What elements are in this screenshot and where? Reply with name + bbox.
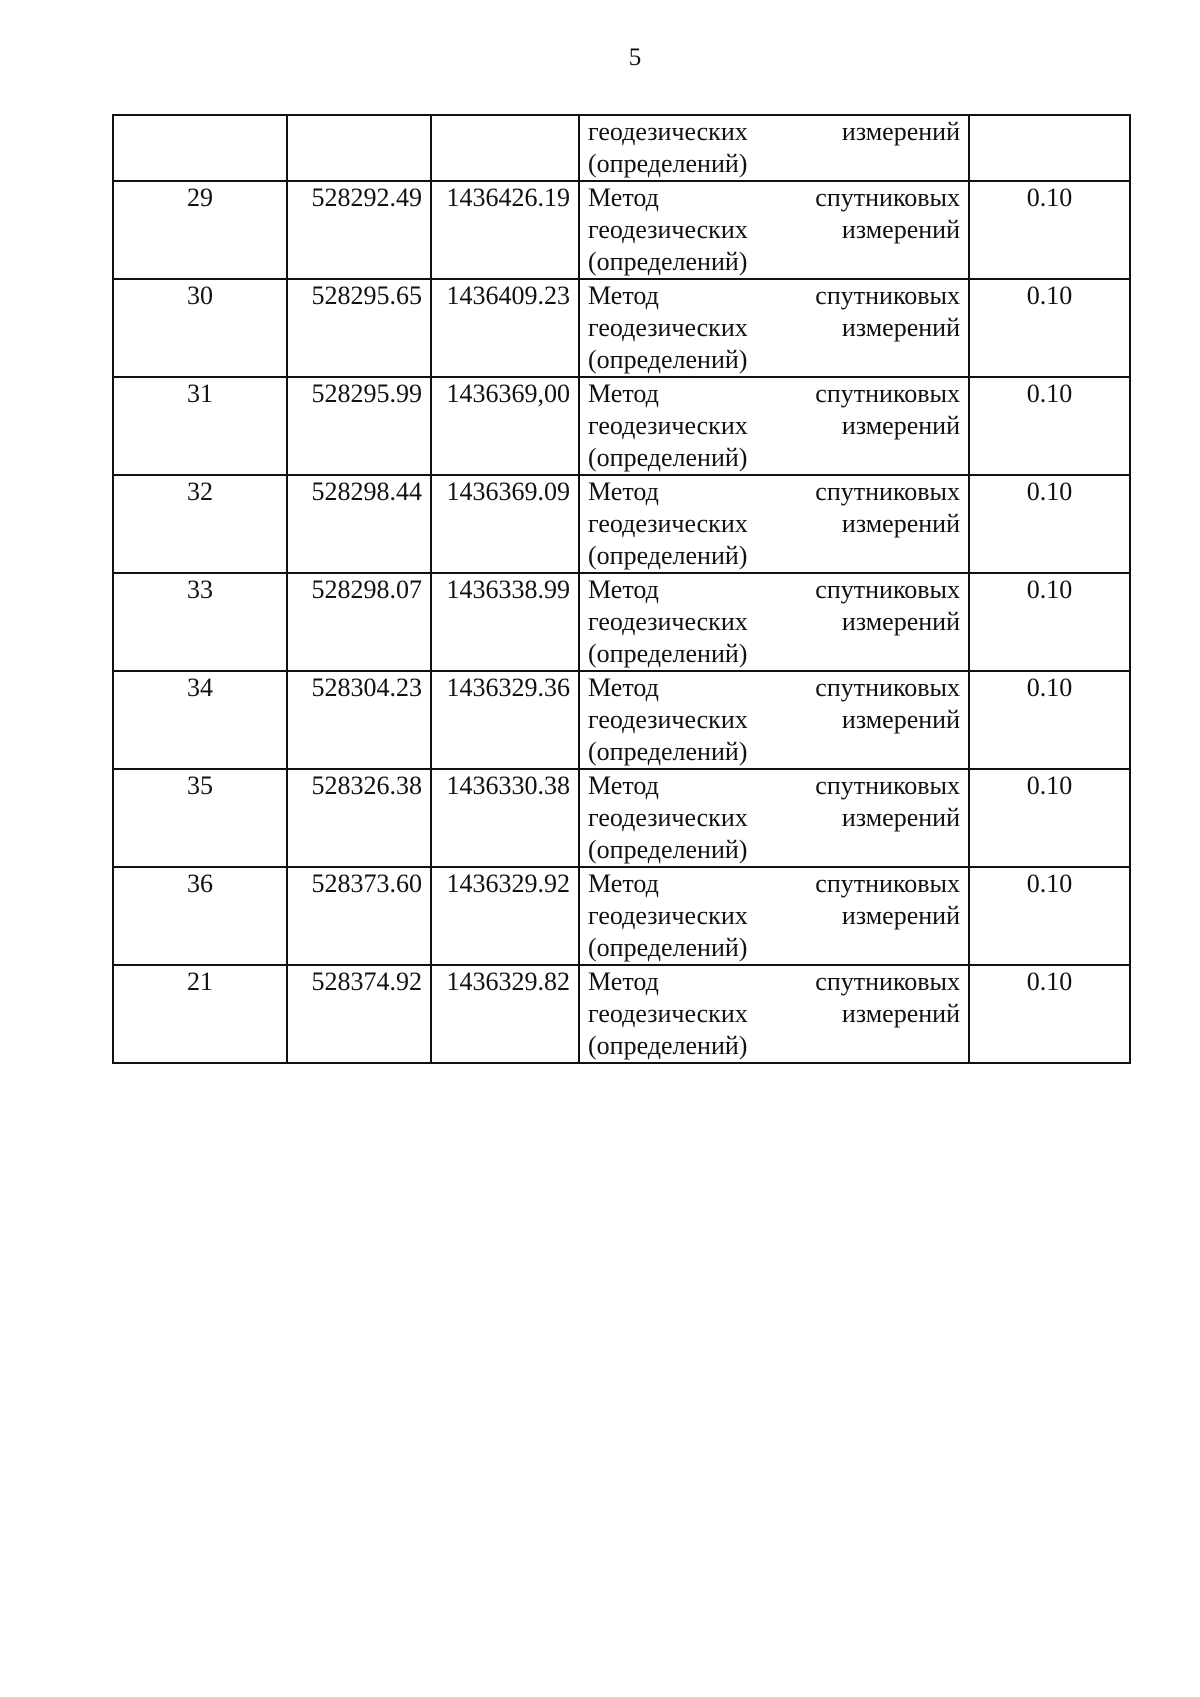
method-word-right: спутниковых — [815, 281, 960, 310]
method-line-2 — [588, 704, 960, 736]
method-word-right: измерений — [841, 411, 960, 440]
method-line-2 — [588, 900, 960, 932]
coordinates-table — [112, 114, 1131, 1064]
method-word-left: Метод — [588, 967, 659, 996]
cell-num: 32 — [113, 475, 287, 573]
cell-num: 35 — [113, 769, 287, 867]
cell-x: 528326.38 — [287, 769, 431, 867]
cell-accuracy: 0.10 — [969, 573, 1130, 671]
cell-y: 1436369,00 — [431, 377, 579, 475]
method-line-3: (определений) — [588, 149, 748, 178]
method-word-right: измерений — [841, 705, 960, 734]
cell-num: 36 — [113, 867, 287, 965]
cell-method — [579, 671, 969, 769]
cell-y — [431, 115, 579, 181]
method-word-right: измерений — [841, 509, 960, 538]
method-line-2 — [588, 214, 960, 246]
cell-accuracy: 0.10 — [969, 181, 1130, 279]
table-row — [113, 965, 1130, 1063]
method-word-left: геодезических — [588, 411, 748, 440]
method-line-1 — [588, 280, 960, 312]
method-word-left: Метод — [588, 477, 659, 506]
cell-y: 1436426.19 — [431, 181, 579, 279]
cell-y: 1436329.36 — [431, 671, 579, 769]
cell-accuracy: 0.10 — [969, 475, 1130, 573]
method-line-2 — [588, 312, 960, 344]
method-line-2 — [588, 508, 960, 540]
cell-accuracy: 0.10 — [969, 965, 1130, 1063]
method-line-1 — [588, 476, 960, 508]
method-word-right: спутниковых — [815, 379, 960, 408]
page-number: 5 — [628, 44, 642, 71]
cell-accuracy: 0.10 — [969, 769, 1130, 867]
cell-accuracy: 0.10 — [969, 279, 1130, 377]
method-word-left: Метод — [588, 575, 659, 604]
cell-x: 528292.49 — [287, 181, 431, 279]
method-word-left: геодезических — [588, 607, 748, 636]
method-word-left: геодезических — [588, 509, 748, 538]
table-row — [113, 475, 1130, 573]
cell-x: 528295.65 — [287, 279, 431, 377]
coordinates-table-body — [113, 115, 1130, 1063]
method-word-right: спутниковых — [815, 673, 960, 702]
cell-method — [579, 965, 969, 1063]
cell-y: 1436338.99 — [431, 573, 579, 671]
table-row — [113, 867, 1130, 965]
method-word-left: Метод — [588, 673, 659, 702]
method-word-right: измерений — [841, 607, 960, 636]
method-line-3: (определений) — [588, 835, 748, 864]
method-line-2 — [588, 606, 960, 638]
table-row — [113, 671, 1130, 769]
method-word-left: Метод — [588, 379, 659, 408]
method-word-left: геодезических — [588, 901, 748, 930]
cell-num: 34 — [113, 671, 287, 769]
method-line-2 — [588, 410, 960, 442]
cell-method — [579, 475, 969, 573]
method-line-3: (определений) — [588, 541, 748, 570]
method-word-right: спутниковых — [815, 477, 960, 506]
method-word-left: геодезических — [588, 803, 748, 832]
method-word-left: Метод — [588, 771, 659, 800]
method-word-right: измерений — [841, 901, 960, 930]
method-word-right: спутниковых — [815, 869, 960, 898]
cell-method — [579, 377, 969, 475]
method-line-2 — [588, 116, 960, 148]
cell-x: 528304.23 — [287, 671, 431, 769]
method-word-left: геодезических — [588, 117, 748, 146]
method-word-left: Метод — [588, 281, 659, 310]
method-line-3: (определений) — [588, 443, 748, 472]
method-word-right: спутниковых — [815, 771, 960, 800]
cell-num: 31 — [113, 377, 287, 475]
cell-y: 1436329.82 — [431, 965, 579, 1063]
table-row — [113, 279, 1130, 377]
cell-y: 1436409.23 — [431, 279, 579, 377]
cell-accuracy: 0.10 — [969, 377, 1130, 475]
method-line-1 — [588, 378, 960, 410]
method-line-3: (определений) — [588, 933, 748, 962]
cell-num: 33 — [113, 573, 287, 671]
cell-y: 1436330.38 — [431, 769, 579, 867]
cell-accuracy: 0.10 — [969, 671, 1130, 769]
method-word-right: измерений — [841, 215, 960, 244]
method-line-3: (определений) — [588, 247, 748, 276]
cell-method — [579, 573, 969, 671]
cell-accuracy — [969, 115, 1130, 181]
cell-y: 1436329.92 — [431, 867, 579, 965]
cell-x: 528298.07 — [287, 573, 431, 671]
method-word-right: спутниковых — [815, 967, 960, 996]
method-line-3: (определений) — [588, 639, 748, 668]
cell-method — [579, 769, 969, 867]
cell-method — [579, 279, 969, 377]
method-word-left: геодезических — [588, 705, 748, 734]
cell-x: 528374.92 — [287, 965, 431, 1063]
cell-num: 29 — [113, 181, 287, 279]
method-word-left: геодезических — [588, 999, 748, 1028]
method-word-right: измерений — [841, 313, 960, 342]
table-row-continuation — [113, 115, 1130, 181]
method-line-1 — [588, 770, 960, 802]
method-word-right: измерений — [841, 803, 960, 832]
method-line-1 — [588, 868, 960, 900]
cell-accuracy: 0.10 — [969, 867, 1130, 965]
table-row — [113, 377, 1130, 475]
table-row — [113, 769, 1130, 867]
method-word-right: измерений — [841, 117, 960, 146]
method-line-1 — [588, 182, 960, 214]
method-word-left: геодезических — [588, 313, 748, 342]
table-row — [113, 573, 1130, 671]
cell-method — [579, 181, 969, 279]
table-row — [113, 181, 1130, 279]
cell-method — [579, 867, 969, 965]
method-word-right: спутниковых — [815, 183, 960, 212]
method-line-2 — [588, 802, 960, 834]
cell-x — [287, 115, 431, 181]
cell-num — [113, 115, 287, 181]
method-line-2 — [588, 998, 960, 1030]
method-word-left: Метод — [588, 183, 659, 212]
method-line-3: (определений) — [588, 1031, 748, 1060]
method-line-1 — [588, 672, 960, 704]
cell-num: 30 — [113, 279, 287, 377]
cell-method — [579, 115, 969, 181]
cell-x: 528373.60 — [287, 867, 431, 965]
cell-x: 528298.44 — [287, 475, 431, 573]
method-word-left: Метод — [588, 869, 659, 898]
method-word-right: спутниковых — [815, 575, 960, 604]
cell-num: 21 — [113, 965, 287, 1063]
method-line-3: (определений) — [588, 737, 748, 766]
method-line-1 — [588, 574, 960, 606]
cell-y: 1436369.09 — [431, 475, 579, 573]
method-word-right: измерений — [841, 999, 960, 1028]
method-line-1 — [588, 966, 960, 998]
cell-x: 528295.99 — [287, 377, 431, 475]
method-line-3: (определений) — [588, 345, 748, 374]
method-word-left: геодезических — [588, 215, 748, 244]
